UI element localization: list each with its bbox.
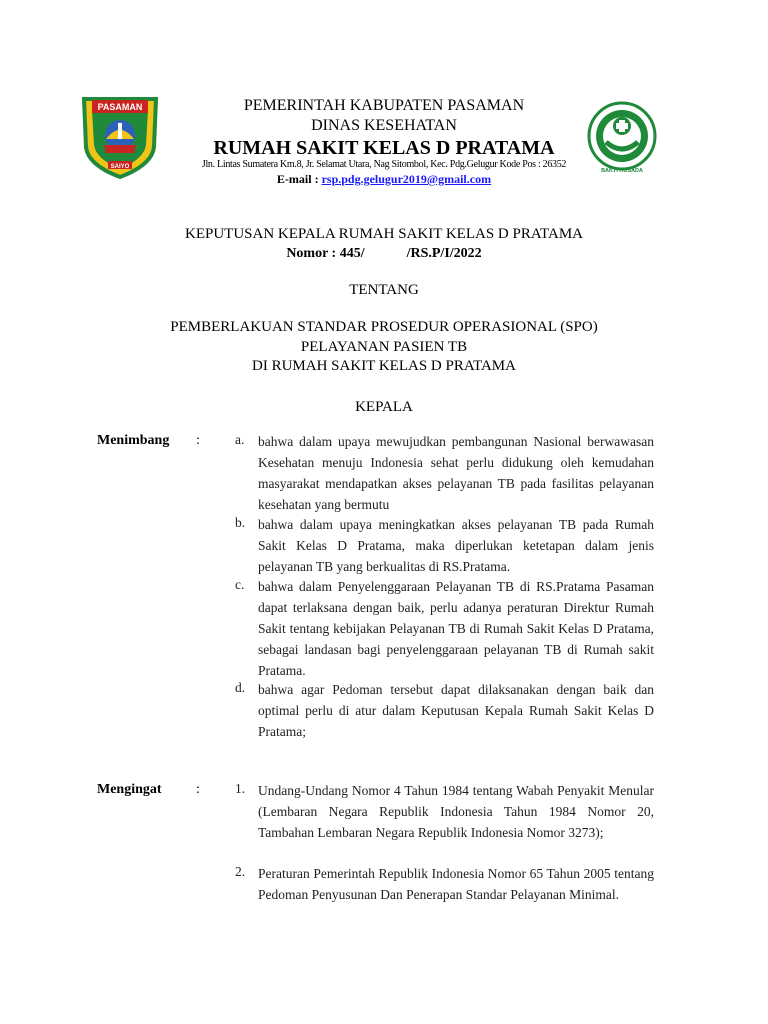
mengingat-marker-2: 2.	[235, 864, 246, 879]
subject-line1: PEMBERLAKUAN STANDAR PROSEDUR OPERASIONAL (SPO)	[170, 319, 598, 335]
decree-number: Nomor : 445/ /RS.P/I/2022	[286, 246, 482, 261]
mengingat-item-2: Peraturan Pemerintah Republik Indonesia Nomor 65 Tahun 2005 tentang Pedoman Penyusunan Dan Penerapan Standar Pelayanan Minimal.	[258, 866, 654, 902]
menimbang-marker-b: b.	[235, 515, 246, 530]
svg-text:BAKTI HUSADA: BAKTI HUSADA	[601, 168, 643, 174]
hospital-name: RUMAH SAKIT KELAS D PRATAMA	[213, 137, 555, 159]
mengingat-item-1: Undang-Undang Nomor 4 Tahun 1984 tentang Wabah Penyakit Menular (Lembaran Negara Republik Indonesia Tahun 1984 Nomor 20, Tambahan Lembaran Negara Republik Indonesia Nomor 3273);	[258, 783, 654, 840]
decree-title: KEPUTUSAN KEPALA RUMAH SAKIT KELAS D PRATAMA	[184, 226, 583, 242]
menimbang-item-d: bahwa agar Pedoman tersebut dapat dilaksanakan dengan baik dan optimal perlu di atur dalam Keputusan Kepala Rumah Sakit Kelas D Pratama;	[258, 682, 654, 739]
address: Jln. Lintas Sumatera Km.8, Jr. Selamat Utara, Nag Sitombol, Kec. Pdg.Gelugur Kode Pos : 26352	[201, 159, 567, 170]
mengingat-colon: :	[196, 782, 200, 797]
kepala-heading: KEPALA	[355, 399, 413, 415]
mengingat-label: Mengingat	[97, 782, 162, 797]
subject-line3: DI RUMAH SAKIT KELAS D PRATAMA	[252, 358, 516, 374]
menimbang-marker-d: d.	[235, 680, 246, 695]
menimbang-colon: :	[196, 433, 200, 448]
menimbang-item-c: bahwa dalam Penyelenggaraan Pelayanan TB di RS.Pratama Pasaman dapat terlaksana dengan baik, perlu adanya peraturan Direktur Rumah Sakit tentang kebijakan Pelayanan TB di Rumah Sakit Kelas D Pratama, sebagai landasan bagi penyelenggaraan pelayanan TB di Rumah sakit Pratama.	[258, 579, 654, 678]
menimbang-item-b: bahwa dalam upaya meningkatkan akses pelayanan TB pada Rumah Sakit Kelas D Pratama, maka diperlukan ketetapan dalam jenis pelayanan TB yang berkualitas di RS.Pratama.	[258, 517, 654, 574]
menimbang-label: Menimbang	[97, 433, 170, 448]
menimbang-item-a: bahwa dalam upaya mewujudkan pembangunan Nasional berwawasan Kesehatan menuju Indonesia sehat perlu didukung oleh kemudahan masyarakat mendapatkan akses pelayanan TB pada fasilitas pelayanan kesehatan yang bermutu	[258, 434, 654, 512]
mengingat-marker-1: 1.	[235, 781, 246, 796]
menimbang-marker-c: c.	[235, 577, 245, 592]
bakti-husada-logo	[586, 92, 658, 180]
header-line2: DINAS KESEHATAN	[311, 117, 457, 134]
svg-text:SAIYO: SAIYO	[110, 164, 130, 170]
email-link[interactable]: rsp.pdg.gelugur2019@gmail.com	[321, 172, 492, 186]
email-label: E-mail :	[276, 172, 322, 186]
header-line1: PEMERINTAH KABUPATEN PASAMAN	[243, 97, 525, 114]
menimbang-marker-a: a.	[235, 432, 245, 447]
svg-text:PASAMAN: PASAMAN	[97, 102, 143, 112]
tentang-heading: TENTANG	[349, 282, 419, 298]
subject-line2: PELAYANAN PASIEN TB	[300, 339, 468, 355]
